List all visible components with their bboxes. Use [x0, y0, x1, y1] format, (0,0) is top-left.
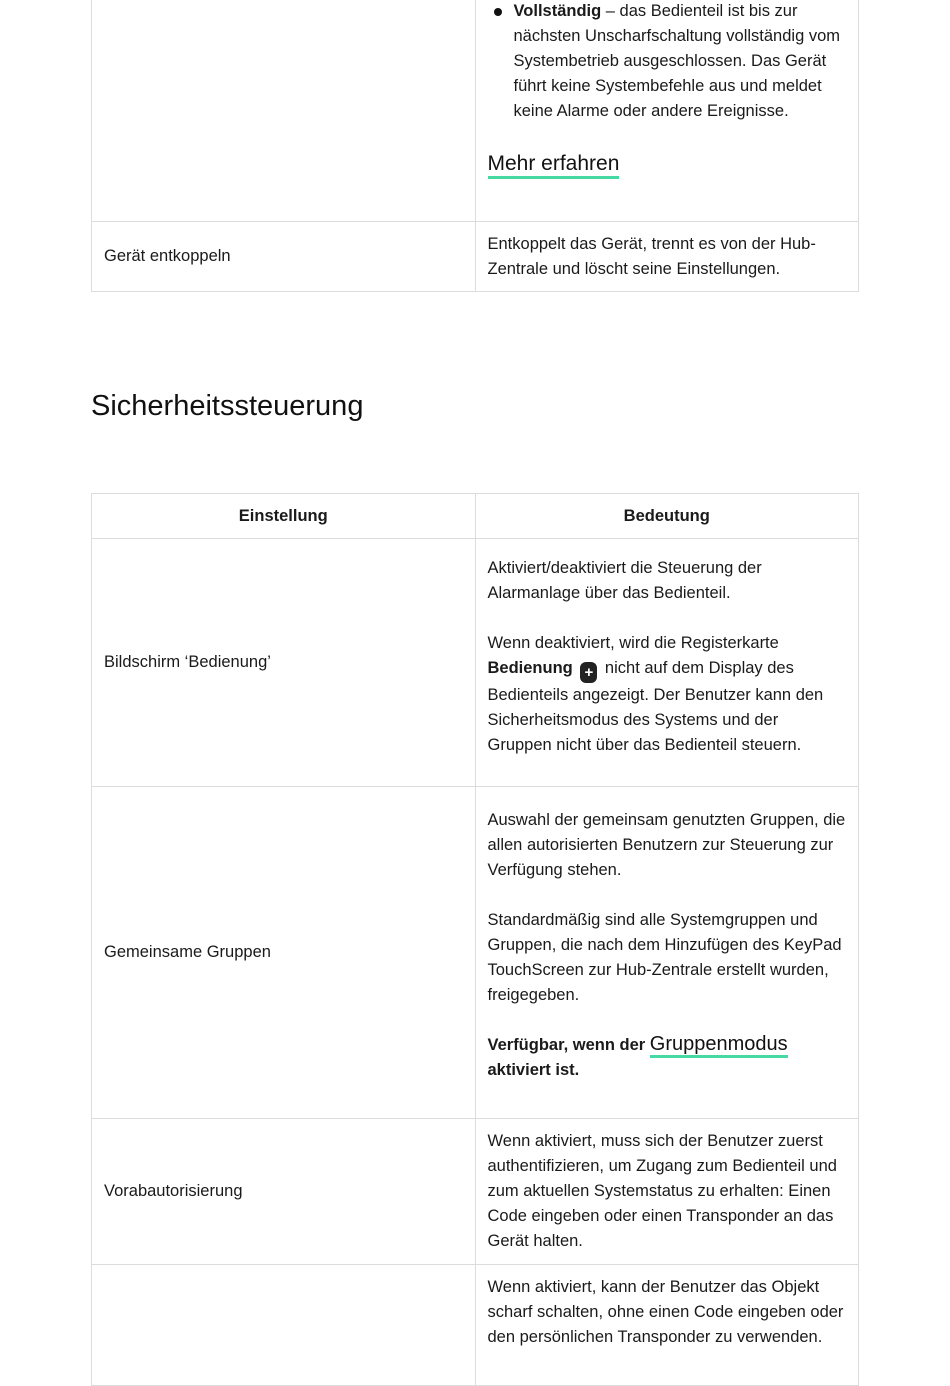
table-row [92, 539, 859, 787]
setting-description: Wenn aktiviert, muss sich der Benutzer zuerst authentifizieren, um Zugang zum Bedienteil und zum aktuellen Systemstatus zu erhalten: Einen Code eingeben oder einen Transponder an das Gerät halten. [475, 1119, 859, 1265]
description-paragraph: Auswahl der gemeinsam genutzten Gruppen, die allen autorisierten Benutzern zur Steuerung zur Verfügung stehen. [487, 811, 846, 879]
description-paragraph: Aktiviert/deaktiviert die Steuerung der Alarmanlage über das Bedienteil. [487, 558, 762, 602]
setting-description [475, 539, 859, 787]
plus-icon: + [580, 662, 597, 683]
group-mode-link[interactable]: Gruppenmodus [650, 1033, 788, 1058]
learn-more-link[interactable]: Mehr erfahren [488, 152, 620, 179]
bullet-bold-term: Vollständig [513, 2, 602, 20]
table-row [92, 0, 859, 222]
setting-description: Wenn aktiviert, kann der Benutzer das Objekt scharf schalten, ohne einen Code eingeben oder den persönlichen Transponder zu verwenden. [475, 1265, 859, 1386]
setting-label: Vorabautorisierung [92, 1119, 476, 1265]
table-row [92, 1119, 859, 1265]
tab-name: Bedienung [487, 658, 573, 677]
table-row [92, 1265, 859, 1386]
top-settings-table [91, 0, 859, 292]
table-row [92, 222, 859, 292]
setting-label: Bildschirm ‘Bedienung’ [92, 539, 476, 787]
security-settings-table [91, 493, 859, 1386]
setting-description [475, 787, 859, 1119]
setting-label: Gerät entkoppeln [92, 222, 476, 292]
table-cell-empty [92, 0, 476, 222]
setting-label: Gemeinsame Gruppen [92, 787, 476, 1119]
description-paragraph: Standardmäßig sind alle Systemgruppen und Gruppen, die nach dem Hinzufügen des KeyPad TouchScreen zur Hub-Zentrale erstellt wurden, freigegeben. [487, 911, 842, 1004]
table-header-row [92, 494, 859, 539]
bullet-icon [494, 8, 502, 16]
column-header-meaning: Bedeutung [475, 494, 859, 539]
setting-label [92, 1265, 476, 1386]
column-header-setting: Einstellung [92, 494, 476, 539]
description-paragraph: Wenn deaktiviert, wird die Registerkarte Bedienung + nicht auf dem Display des Bedienteils angezeigt. Der Benutzer kann den Sicherheitsmodus des Systems und der Gruppen nicht über das Bedienteil steuern. [487, 633, 824, 754]
availability-note: Verfügbar, wenn der Gruppenmodus aktiviert ist. [487, 1033, 788, 1079]
list-item [488, 0, 847, 124]
setting-description: Entkoppelt das Gerät, trennt es von der Hub-Zentrale und löscht seine Einstellungen. [475, 222, 859, 292]
section-title: Sicherheitssteuerung [91, 390, 364, 422]
table-row [92, 787, 859, 1119]
table-cell [475, 0, 859, 222]
bullet-text: – das Bedienteil ist bis zur nächsten Unscharfschaltung vollständig vom Systembetrieb ausgeschlossen. Das Gerät führt keine Systembefehle aus und meldet keine Alarme oder andere Ereignisse. [513, 2, 841, 120]
